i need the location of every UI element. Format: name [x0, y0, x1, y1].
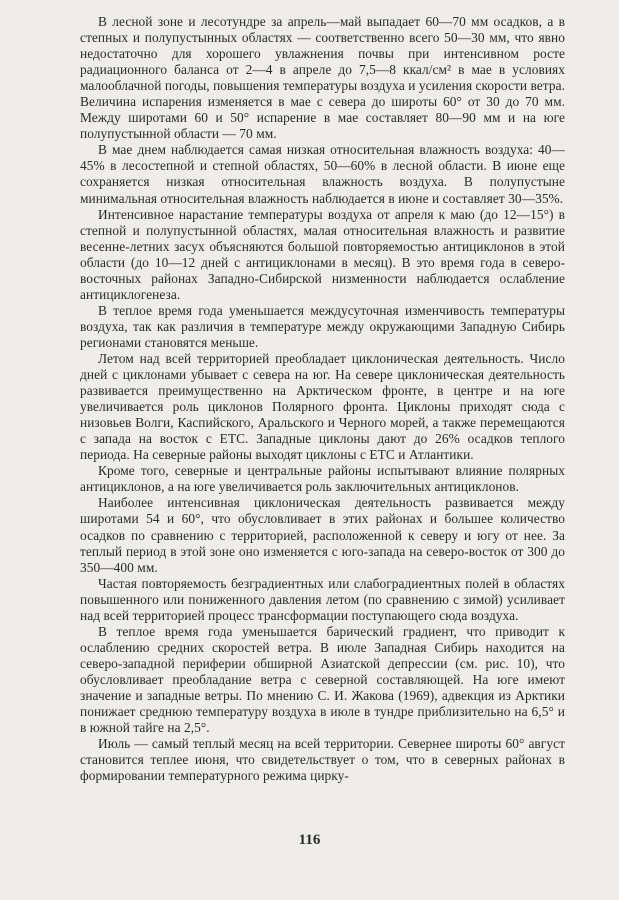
paragraph: Летом над всей территорией преобладает циклоническая деятельность. Число дней с циклонами убывает с севера на юг. На севере циклоническая деятельность развивается преимущественно на Арктическом фронте, в центре и на юге увеличивается роль циклонов Полярного фронта. Циклоны приходят сюда с низовьев Волги, Каспийского, Аральского и Черного морей, а также перемещаются с запада на восток с ЕТС. Западные циклоны дают до 26% осадков теплого периода. На северные районы выходят циклоны с ЕТС и Атлантики. [80, 350, 565, 463]
paragraph: Июль — самый теплый месяц на всей территории. Севернее широты 60° август становится теплее июня, что свидетельствует о том, что в северных районах в формировании температурного режима цирку- [80, 736, 565, 784]
paragraph: В теплое время года уменьшается барический градиент, что приводит к ослаблению средних скоростей ветра. В июле Западная Сибирь находится на северо-западной периферии обширной Азиатской депрессии (см. рис. 10), что обусловливает преобладание ветра с северной составляющей. На юге имеют значение и западные ветры. По мнению С. И. Жакова (1969), адвекция из Арктики понижает среднюю температуру воздуха в июле в тундре приблизительно на 6,5° и в южной тайге на 2,5°. [80, 623, 565, 736]
paragraph: Интенсивное нарастание температуры воздуха от апреля к маю (до 12—15°) в степной и полупустынной областях, малая относительная влажность и развитие весенне-летних засух объясняются большой повторяемостью антициклонов в этой области (до 10—12 дней с антициклонами в месяц). В это время года в северо-восточных районах Западно-Сибирской низменности наблюдается ослабление антициклогенеза. [80, 206, 565, 302]
page-number: 116 [298, 832, 321, 848]
paragraph: В лесной зоне и лесотундре за апрель—май выпадает 60—70 мм осадков, а в степных и полупустынных областях — соответственно всего 50—30 мм, что явно недостаточно для хорошего увлажнения почвы при интенсивном росте радиационного баланса от 2—4 в апреле до 7,5—8 ккал/см² в мае в условиях малооблачной погоды, повышения температуры воздуха и усиления скорости ветра. Величина испарения изменяется в мае с севера до широты 60° от 30 до 70 мм. Между широтами 60 и 50° испарение в мае составляет 80—90 мм и на юге полупустынной области — 70 мм. [80, 14, 565, 142]
paragraph: В мае днем наблюдается самая низкая относительная влажность воздуха: 40—45% в лесостепной и степной областях, 50—60% в лесной области. В июне еще сохраняется низкая относительная влажность воздуха. В полупустыне минимальная относительная влажность наблюдается в июне и составляет 30—35%. [80, 142, 565, 206]
body-text [80, 14, 565, 784]
paragraph: Кроме того, северные и центральные районы испытывают влияние полярных антициклонов, а на юге увеличивается роль заключительных антициклонов. [80, 463, 565, 495]
paragraph: Частая повторяемость безградиентных или слабоградиентных полей в областях повышенного или пониженного давления летом (по сравнению с зимой) усиливает над всей территорией процесс трансформации поступающего сюда воздуха. [80, 575, 565, 623]
paragraph: Наиболее интенсивная циклоническая деятельность развивается между широтами 54 и 60°, что обусловливает в этих районах и большее количество осадков по сравнению с территорией, расположенной к северу и югу от нее. За теплый период в этой зоне оно изменяется с юго-запада на северо-восток от 300 до 350—400 мм. [80, 495, 565, 575]
paragraph: В теплое время года уменьшается междусуточная изменчивость температуры воздуха, так как различия в температуре между окружающими Западную Сибирь регионами становятся меньше. [80, 302, 565, 350]
